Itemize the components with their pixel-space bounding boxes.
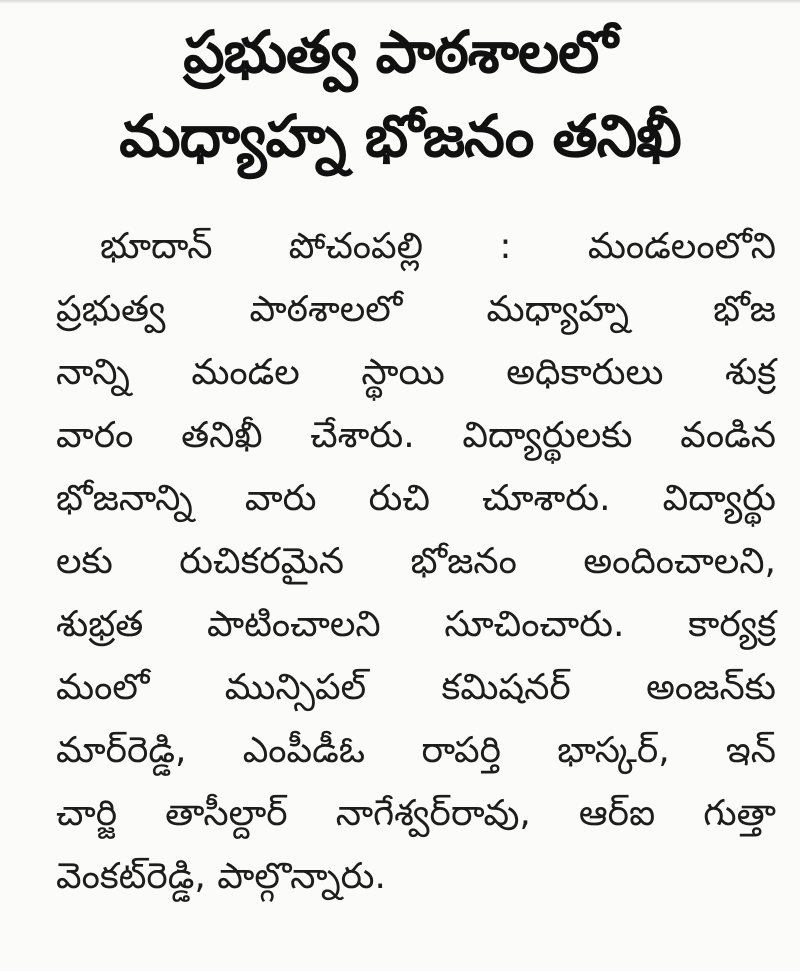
body-line: శుభ్రత పాటించాలని సూచించారు. కార్యక్ర <box>56 604 776 645</box>
body-line: వెంకట్‌రెడ్డి, పాల్గొన్నారు. <box>56 856 386 897</box>
body-line: భూదాన్ పోచంపల్లి : మండలంలోని <box>100 226 776 267</box>
clipping-top-edge <box>0 0 800 4</box>
body-line: లకు రుచికరమైన భోజనం అందించాలని, <box>56 541 776 582</box>
body-line: చార్జి తాసీల్దార్ నాగేశ్వర్‌రావు, ఆర్ఐ గుత్తా <box>56 793 776 834</box>
article-body <box>56 215 776 908</box>
headline-line-2: మధ్యాహ్న భోజనం తనిఖీ <box>119 102 681 170</box>
body-line: మార్‌రెడ్డి, ఎంపీడీఓ రాపర్తి భాస్కర్, ఇన్ <box>56 730 776 771</box>
headline-line-1: ప్రభుత్వ పాఠశాలలో <box>183 18 617 86</box>
body-line: వారం తనిఖీ చేశారు. విద్యార్థులకు వండిన <box>56 415 776 456</box>
body-line: భోజనాన్ని వారు రుచి చూశారు. విద్యార్థు <box>56 478 776 519</box>
body-line: మంలో మున్సిపల్ కమిషనర్ అంజన్‌కు <box>56 667 776 708</box>
body-line: నాన్ని మండల స్థాయి అధికారులు శుక్ర <box>56 352 776 393</box>
body-line: ప్రభుత్వ పాఠశాలలో మధ్యాహ్న భోజ <box>56 289 776 330</box>
